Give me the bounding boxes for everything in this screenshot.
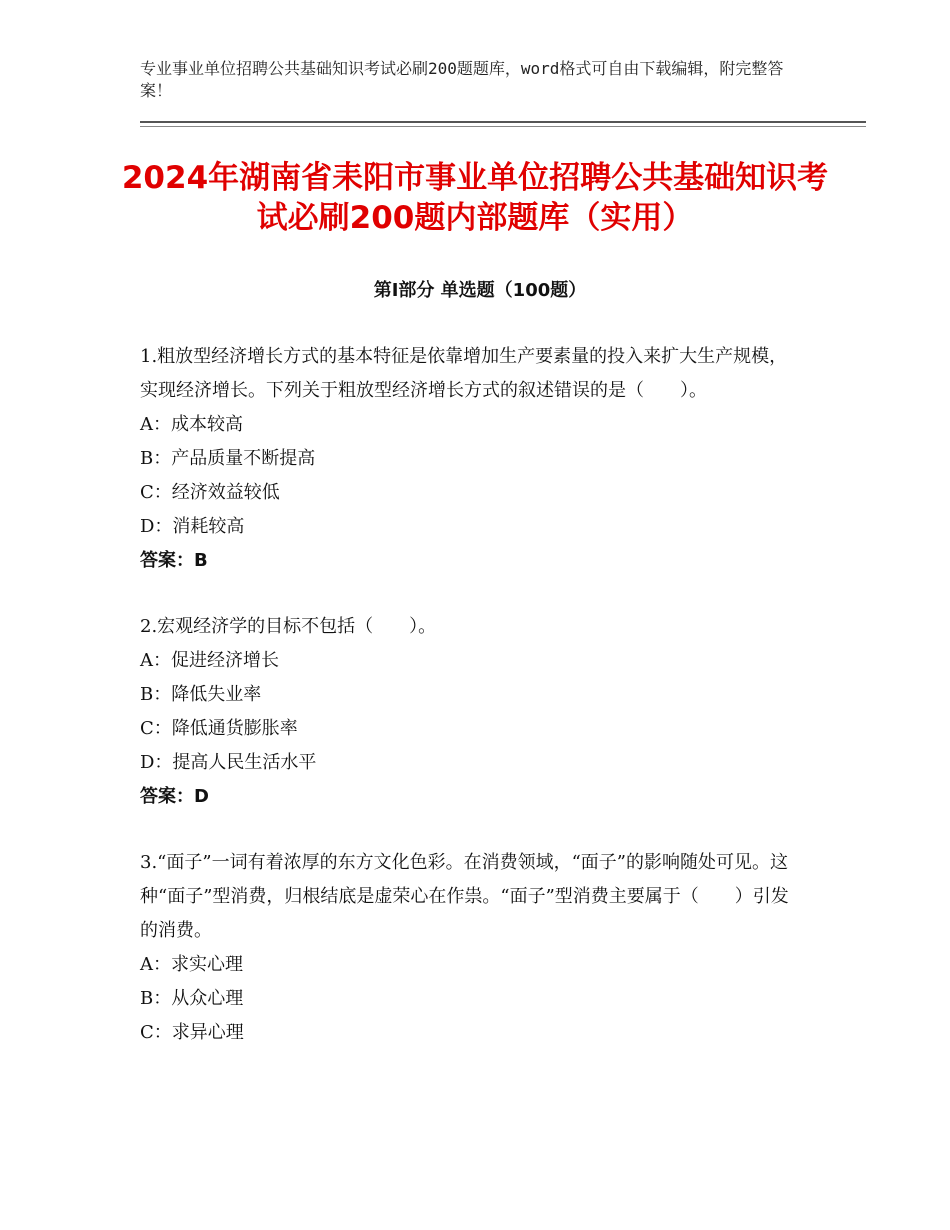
option-b: B：从众心理 (140, 988, 244, 1009)
option-c: C：降低通货膨胀率 (140, 718, 298, 739)
question-stem: 3.“面子”一词有着浓厚的东方文化色彩。在消费领域，“面子”的影响随处可见。这种“面子”型消费，归根结底是虚荣心在作祟。“面子”型消费主要属于（ ）引发的消费。 (140, 852, 789, 941)
header-divider-thick (140, 121, 866, 123)
option-b: B：产品质量不断提高 (140, 448, 316, 469)
question-list (140, 340, 800, 1082)
document-title: 2024年湖南省耒阳市事业单位招聘公共基础知识考试必刷200题内部题库（实用） (121, 160, 829, 236)
option-d: D：提高人民生活水平 (140, 752, 317, 773)
question-3 (140, 846, 800, 1050)
answer: 答案：B (140, 550, 208, 571)
option-c: C：经济效益较低 (140, 482, 280, 503)
answer: 答案：D (140, 786, 209, 807)
option-a: A：求实心理 (140, 954, 243, 975)
option-a: A：促进经济增长 (140, 650, 279, 671)
option-b: B：降低失业率 (140, 684, 262, 705)
question-stem: 1.粗放型经济增长方式的基本特征是依靠增加生产要素量的投入来扩大生产规模，实现经济增长。下列关于粗放型经济增长方式的叙述错误的是（ ）。 (140, 346, 788, 401)
option-a: A：成本较高 (140, 414, 243, 435)
header-note: 专业事业单位招聘公共基础知识考试必刷200题题库，word格式可自由下载编辑，附完整答案！ (140, 59, 784, 100)
question-1 (140, 340, 800, 578)
header-divider-thin (140, 126, 866, 127)
question-2 (140, 610, 800, 814)
question-stem: 2.宏观经济学的目标不包括（ ）。 (140, 616, 437, 637)
option-c: C：求异心理 (140, 1022, 244, 1043)
section-heading: 第Ⅰ部分 单选题（100题） (373, 280, 587, 301)
option-d: D：消耗较高 (140, 516, 245, 537)
